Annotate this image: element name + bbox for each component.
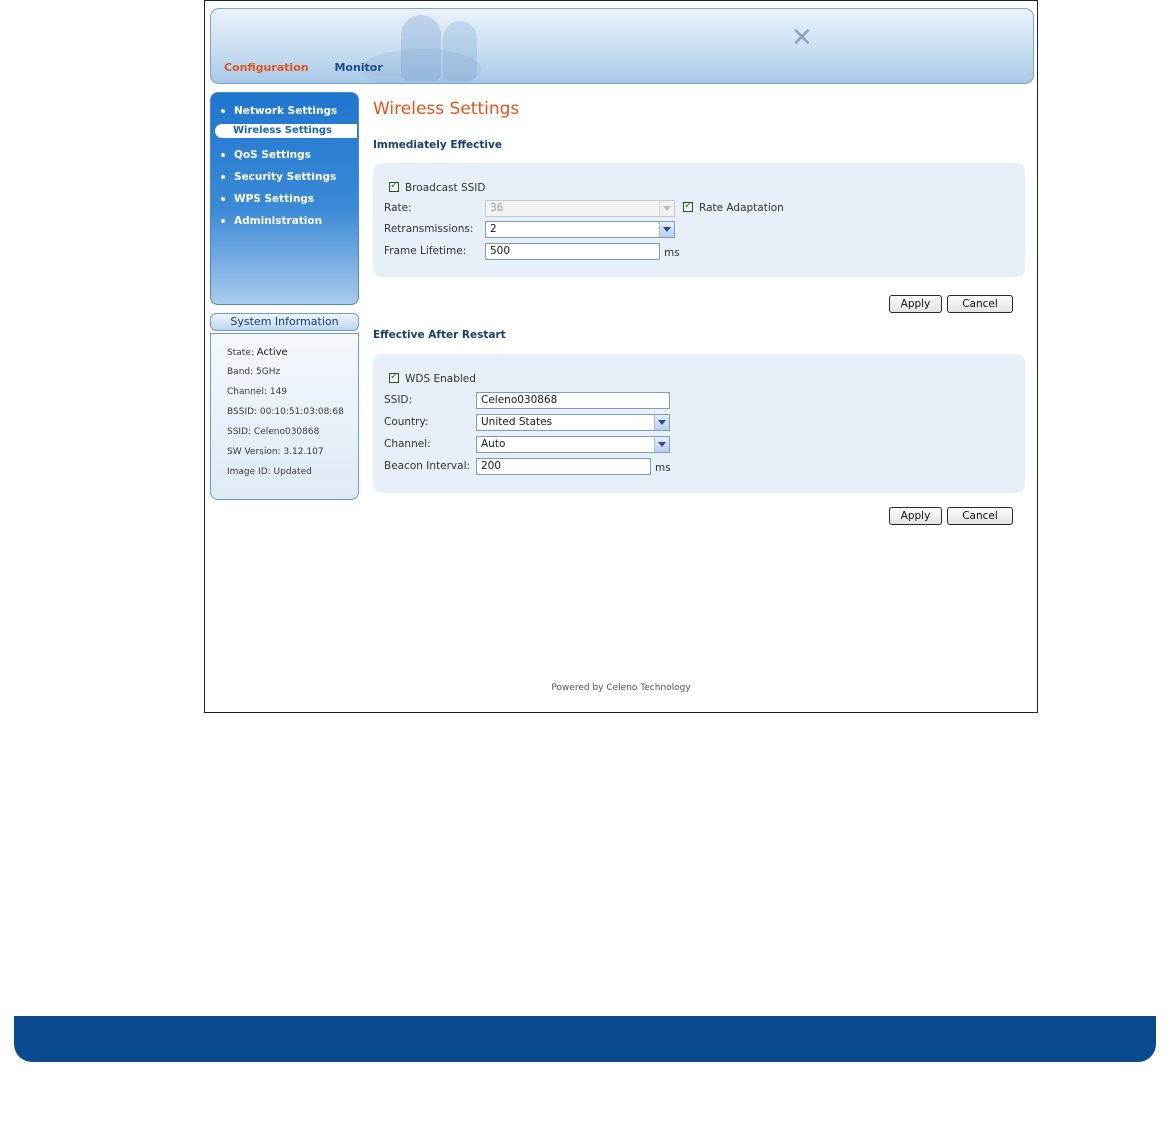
system-information-header: System Information bbox=[210, 313, 359, 331]
immediate-section-heading: Immediately Effective bbox=[373, 139, 502, 151]
beacon-interval-label: Beacon Interval: bbox=[384, 460, 471, 472]
broadcast-ssid-checkbox[interactable] bbox=[389, 182, 399, 192]
rate-value: 36 bbox=[490, 202, 504, 214]
sidebar-menu bbox=[210, 92, 359, 305]
bullet-icon bbox=[221, 197, 225, 201]
sidebar-item-security-settings[interactable] bbox=[221, 171, 336, 183]
state-value: Active bbox=[256, 347, 288, 358]
country-value: United States bbox=[481, 416, 553, 428]
ssid-label: SSID: bbox=[384, 394, 413, 406]
image-id-row: Image ID: Updated bbox=[227, 467, 312, 477]
rate-select bbox=[485, 200, 675, 217]
sidebar-item-administration[interactable] bbox=[221, 215, 322, 227]
frame-lifetime-label: Frame Lifetime: bbox=[384, 245, 467, 257]
band-row: Band: 5GHz bbox=[227, 367, 281, 377]
header-banner bbox=[210, 8, 1034, 84]
chevron-down-icon[interactable] bbox=[654, 415, 669, 430]
retransmissions-label: Retransmissions: bbox=[384, 223, 474, 235]
apply-button[interactable]: Apply bbox=[889, 507, 942, 525]
sidebar-item-network-settings[interactable] bbox=[221, 105, 337, 117]
bullet-icon bbox=[221, 219, 225, 223]
rate-label: Rate: bbox=[384, 202, 412, 214]
channel-value: Auto bbox=[481, 438, 506, 450]
country-select[interactable] bbox=[476, 414, 670, 431]
channel-label: Channel: bbox=[384, 438, 431, 450]
sidebar-item-label: Network Settings bbox=[234, 105, 338, 117]
system-information-panel bbox=[210, 333, 359, 500]
nav-configuration[interactable]: Configuration bbox=[224, 61, 309, 74]
state-label: State: bbox=[227, 348, 254, 358]
ssid-input[interactable]: Celeno030868 bbox=[476, 392, 670, 409]
sidebar-item-wireless-settings[interactable]: Wireless Settings bbox=[215, 124, 357, 138]
frame-lifetime-input[interactable]: 500 bbox=[485, 243, 660, 260]
frame-lifetime-unit: ms bbox=[664, 247, 680, 259]
country-label: Country: bbox=[384, 416, 429, 428]
footer-credit: Powered by Celeno Technology bbox=[551, 683, 691, 693]
bullet-icon bbox=[221, 153, 225, 157]
state-row bbox=[227, 347, 288, 358]
chevron-down-icon[interactable] bbox=[654, 437, 669, 452]
banner-figure-left bbox=[401, 15, 441, 81]
wds-enabled-label: WDS Enabled bbox=[405, 373, 476, 385]
sidebar-item-label: QoS Settings bbox=[234, 149, 311, 161]
beacon-interval-unit: ms bbox=[655, 462, 671, 474]
cancel-button[interactable]: Cancel bbox=[947, 507, 1013, 525]
page-title: Wireless Settings bbox=[373, 99, 520, 119]
chevron-down-icon[interactable] bbox=[659, 222, 674, 237]
rate-adaptation-checkbox[interactable] bbox=[683, 202, 693, 212]
bullet-icon bbox=[221, 109, 225, 113]
sidebar-item-label: Administration bbox=[234, 215, 323, 227]
browser-frame bbox=[204, 0, 1038, 713]
sidebar-item-wps-settings[interactable] bbox=[221, 193, 314, 205]
wds-enabled-checkbox[interactable] bbox=[389, 373, 399, 383]
apply-button[interactable]: Apply bbox=[889, 295, 942, 313]
broadcast-ssid-label: Broadcast SSID bbox=[405, 182, 486, 194]
top-nav bbox=[224, 61, 383, 74]
ssid-row: SSID: Celeno030868 bbox=[227, 427, 320, 437]
restart-settings-panel bbox=[373, 354, 1025, 493]
brand-logo-icon: ✕ bbox=[791, 23, 813, 53]
bssid-row: BSSID: 00:10:51:03:08:68 bbox=[227, 407, 344, 417]
banner-figure-right bbox=[443, 21, 477, 81]
channel-row: Channel: 149 bbox=[227, 387, 288, 397]
retransmissions-value: 2 bbox=[490, 223, 497, 235]
sidebar-item-label: WPS Settings bbox=[234, 193, 315, 205]
chevron-down-icon bbox=[659, 201, 674, 216]
channel-select[interactable] bbox=[476, 436, 670, 453]
cancel-button[interactable]: Cancel bbox=[947, 295, 1013, 313]
immediate-settings-panel bbox=[373, 163, 1025, 277]
bullet-icon bbox=[221, 175, 225, 179]
restart-section-heading: Effective After Restart bbox=[373, 329, 506, 341]
nav-monitor[interactable]: Monitor bbox=[334, 61, 383, 74]
beacon-interval-input[interactable]: 200 bbox=[476, 458, 651, 475]
sw-version-row: SW Version: 3.12.107 bbox=[227, 447, 324, 457]
sidebar-item-label: Security Settings bbox=[234, 171, 337, 183]
page-bottom-bar bbox=[14, 1016, 1156, 1062]
rate-adaptation-label: Rate Adaptation bbox=[699, 202, 784, 214]
sidebar-item-qos-settings[interactable] bbox=[221, 149, 311, 161]
retransmissions-select[interactable] bbox=[485, 221, 675, 238]
